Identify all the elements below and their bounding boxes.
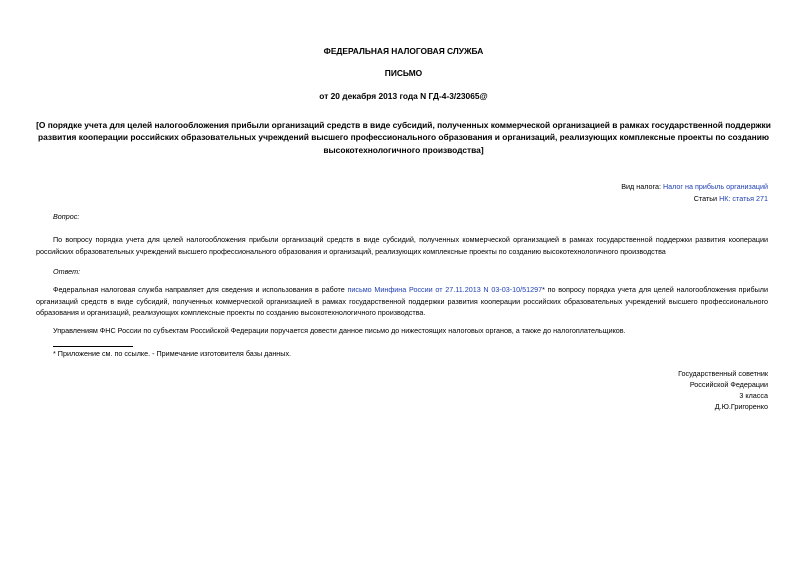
footnote: * Приложение см. по ссылке. - Примечание изготовителя базы данных. <box>53 349 292 358</box>
answer-label: Ответ: <box>53 267 81 276</box>
agency-name: ФЕДЕРАЛЬНАЯ НАЛОГОВАЯ СЛУЖБА <box>323 46 484 56</box>
signatory-name: Д.Ю.Григоренко <box>714 402 768 411</box>
tax-type-label: Вид налога: <box>621 182 661 191</box>
footnote-divider <box>53 346 133 347</box>
articles-label: Статьи <box>693 194 718 203</box>
answer-text-before: Федеральная налоговая служба направляет для сведения и использования в работе <box>53 285 348 294</box>
document-date-number: от 20 декабря 2013 года N ГД-4-3/23065@ <box>319 91 488 101</box>
articles-link[interactable]: НК: статья 271 <box>719 194 768 203</box>
question-label: Вопрос: <box>53 212 80 221</box>
minfin-letter-link[interactable]: письмо Минфина России от 27.11.2013 N 03-03-10/51297 <box>347 285 543 294</box>
signature-line-2: Российской Федерации <box>689 380 768 389</box>
answer-text <box>36 284 768 319</box>
regional-instruction: Управлениям ФНС России по субъектам Российской Федерации поручается довести данное письмо до нижестоящих налоговых органов, а также до налогоплательщиков. <box>53 326 626 335</box>
answer-text-after: * по вопросу порядка учета для целей налогообложения прибыли организаций средств в виде субсидий, полученных коммерческой организацией в рамках государственной поддержки развития кооперации российских образовательных учреждений высшего профессионального образования и организаций, реализующих комплексные проекты по созданию высокотехнологичного производства. <box>36 285 768 318</box>
question-text: По вопросу порядка учета для целей налогообложения прибыли организаций средств в виде субсидий, полученных коммерческой организацией в рамках государственной поддержки развития кооперации российских образовательных учреждений высшего профессионального образования и организаций, реализующих комплексные проекты по созданию высокотехнологичного производства <box>36 235 768 256</box>
articles-line <box>694 194 768 203</box>
document-type: ПИСЬМО <box>384 68 423 78</box>
document-title: [О порядке учета для целей налогообложения прибыли организаций средств в виде субсидий, полученных коммерческой организацией в рамках государственной поддержки развития кооперации российских образовательных учреждений высшего профессионального образования и организаций, реализующих комплексные проекты по созданию высокотехнологичного производства] <box>36 120 771 155</box>
tax-type-link[interactable]: Налог на прибыль организаций <box>662 182 768 191</box>
tax-type-line <box>621 182 768 191</box>
signature-line-3: 3 класса <box>739 391 768 400</box>
signature-line-1: Государственный советник <box>678 369 768 378</box>
